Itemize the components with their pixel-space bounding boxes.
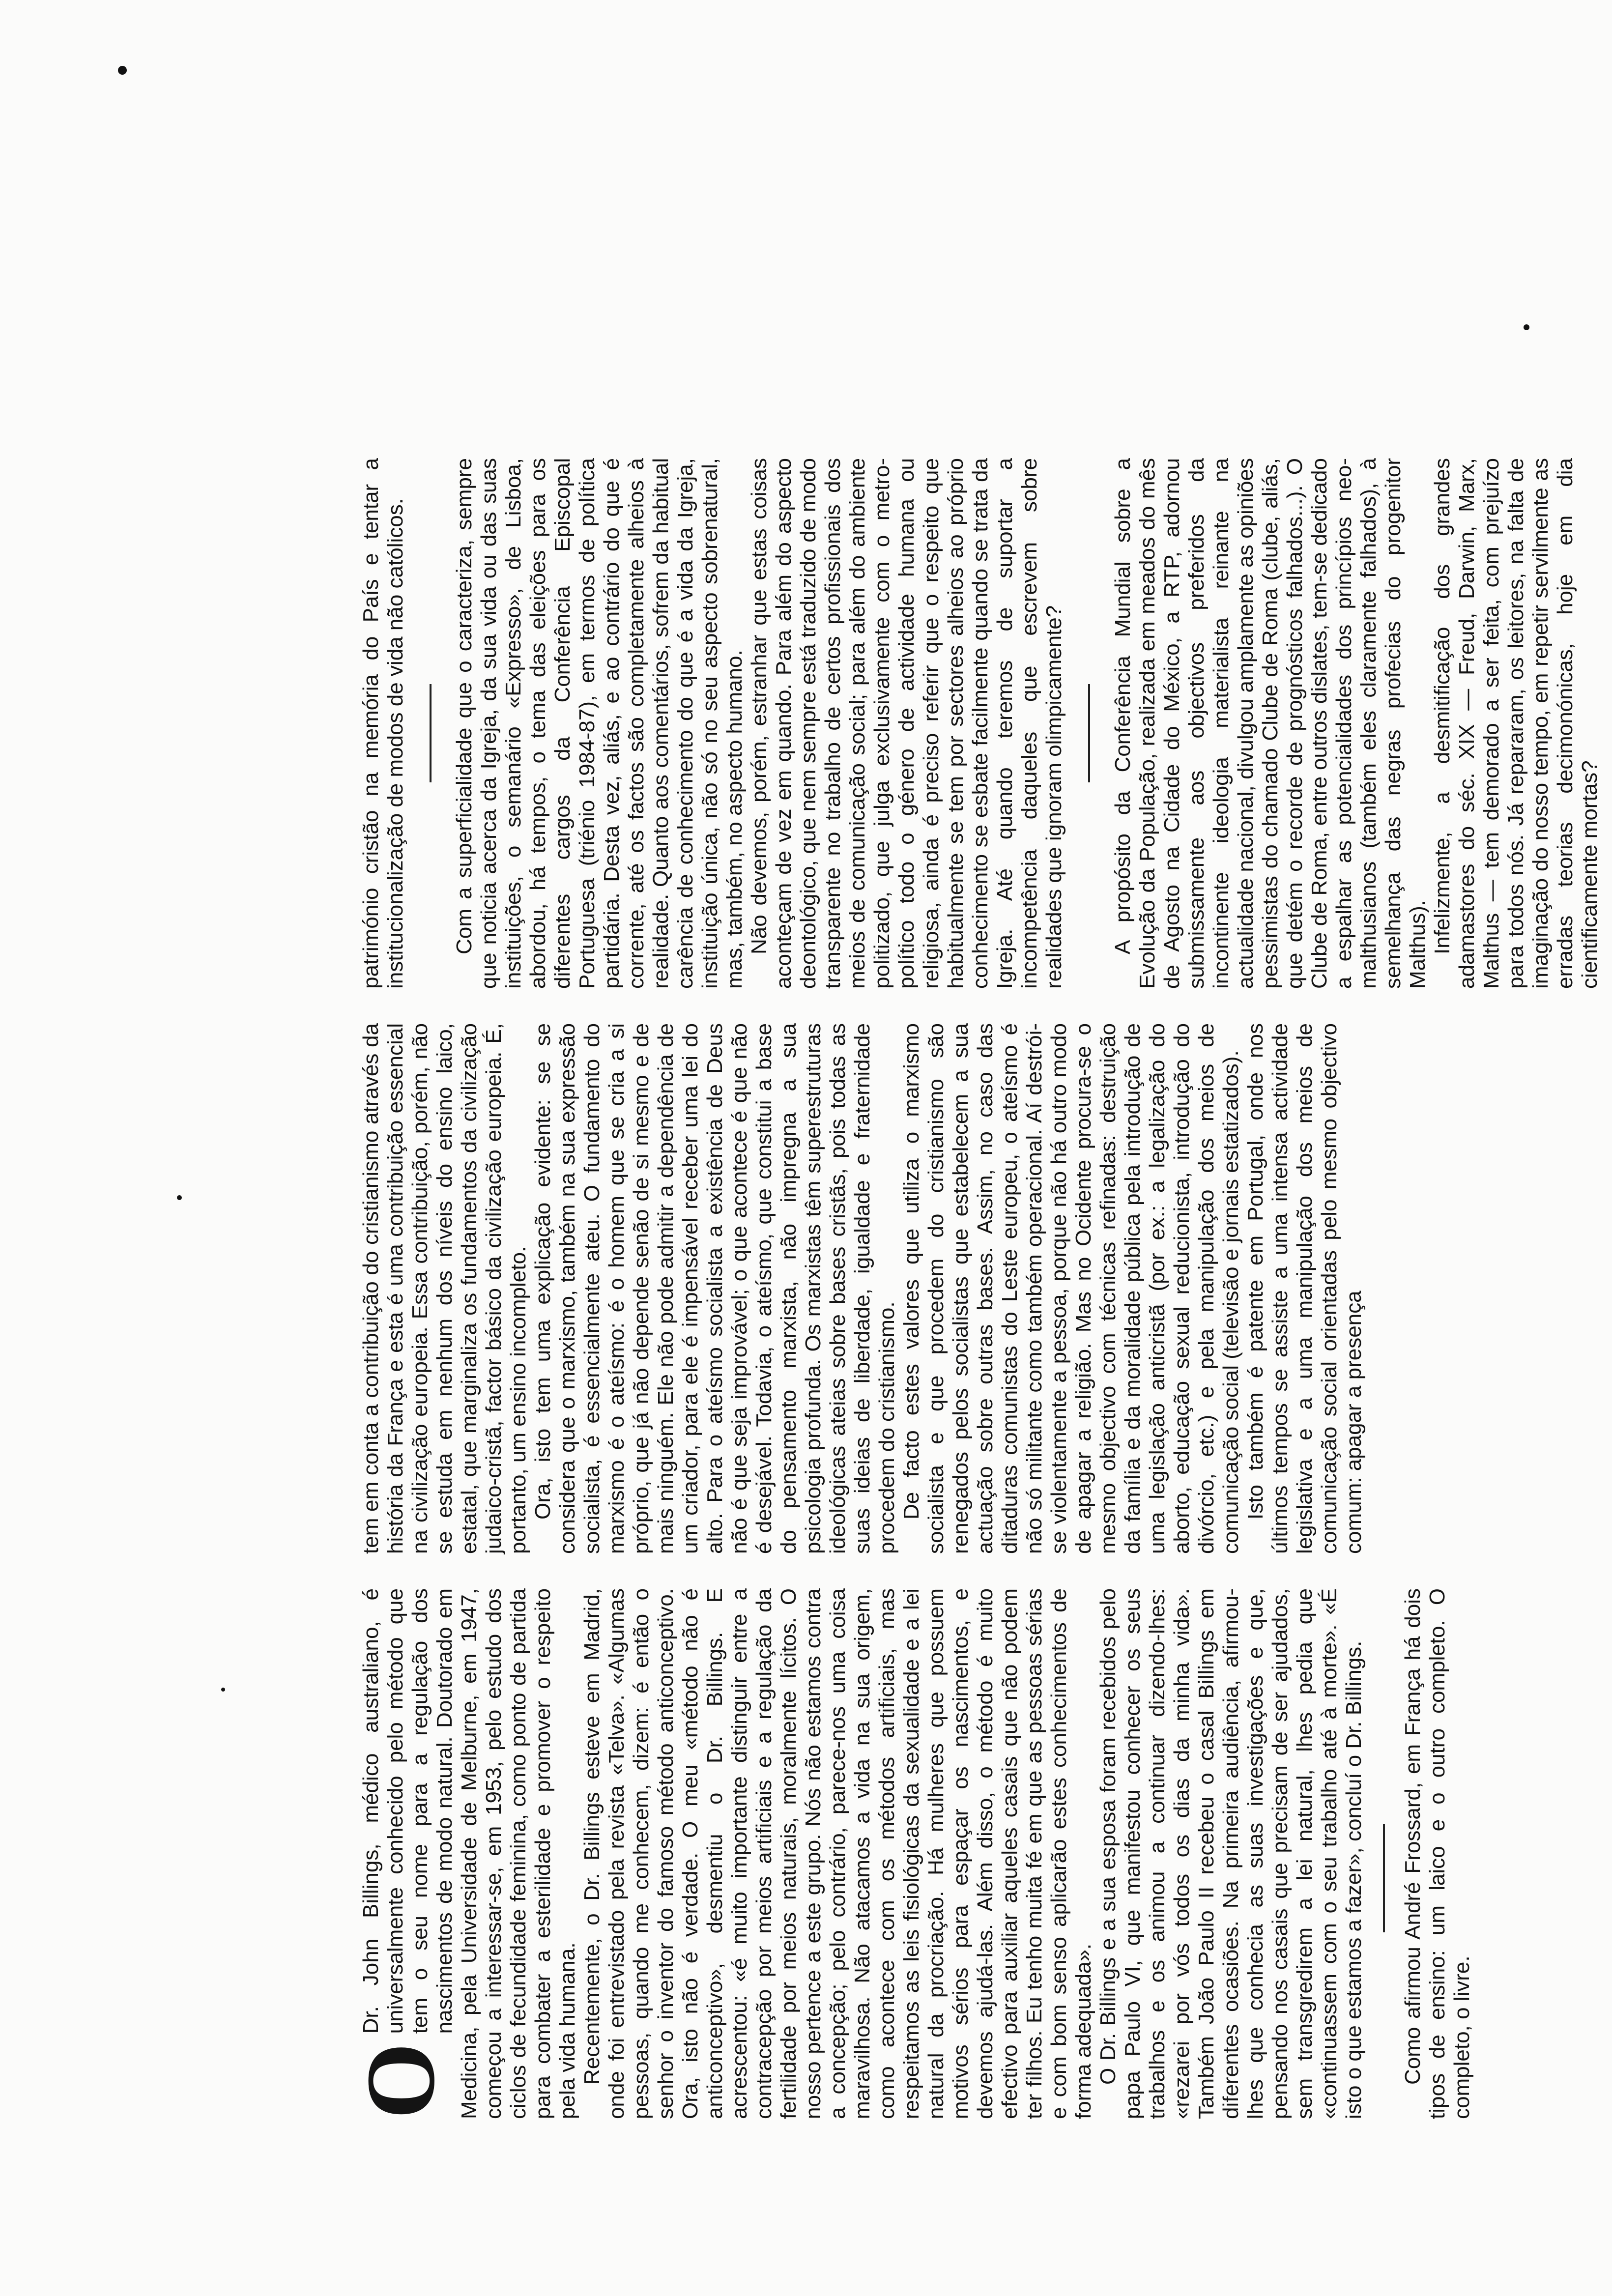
paragraph: Ora, isto tem uma explicação evidente: se se considera que o marxismo, também na sua expressão socialista, é essencialmente ateu. O fundamento do marxismo é o ateísmo: é o homem que se cria a si próprio, que já não depende senão de si mesmo e de mais ninguém. Ele não pode admitir a dependência de um criador, para ele é impensável receber uma lei do alto. Para o ateísmo socialista a existência de Deus não é que seja improvável; o que acontece é que não é desejável. Todavia, o ateísmo, que constitui a base do pensamento marxista, não impregna a sua psicologia profunda. Os marxistas têm superestruturas ideológicas ateias sobre bases cristãs, pois todas as suas ideias de liberdade, igualdade e fraternidade procedem do cristianismo. <box>531 1023 899 1554</box>
article-column-1 <box>346 1588 1474 2119</box>
separator-block <box>1066 458 1111 989</box>
separator-rule <box>1383 1824 1385 1932</box>
paragraph: A propósito da Conferência Mundial sobre a Evolução da População, realizada em meados do mês de Agosto na Cidade do México, a RTP, adornou submissamente aos objectivos preferidos da incontinente ideologia materialista reinante na actualidade nacional, divulgou amplamente as opiniões pessimistas do chamado Clube de Roma (clube, aliás, que detém o recorde de prognósticos falhados...). O Clube de Roma, entre outros dislates, tem-se dedicado a espalhar as potencialidades dos princípios neo-malthusianos (também eles claramente falhados), à semelhança das negras profecias do progenitor Malthus). <box>1111 458 1430 989</box>
paragraph: De facto estes valores que utiliza o marxismo socialista e que procedem do cristianismo são renegados pelos socialistas que estabelecem a sua actuação sobre outras bases. Assim, no caso das ditaduras comunistas do Leste europeu, o ateísmo é não só militante como também operacional. Aí destrói-se violentamente a pessoa, porque não há outro modo de apagar a religião. Mas no Ocidente procura-se o mesmo objectivo com técnicas refinadas: destruição da família e da moralidade pública pela introdução de uma legislação anticristã (por ex.: a legalização do aborto, educação sexual reducionista, introdução do divórcio, etc.) e pela manipulação dos meios de comunicação social (televisão e jornais estatizados). <box>899 1023 1243 1554</box>
paragraph: Como afirmou André Frossard, em França há dois tipos de ensino: um laico e o outro completo. O completo, o livre. <box>1401 1588 1474 2119</box>
article-column-2 <box>359 1023 1366 1554</box>
paragraph: património cristão na memória do País e tentar a institucionalização de modos de vida não católicos. <box>359 458 407 989</box>
paragraph: O Dr. Billings e a sua esposa foram recebidos pelo papa Paulo VI, que manifestou conhecer os seus trabalhos e os animou a continuar dizendo-lhes: «rezarei por vós todos os dias da minha vida». Também João Paulo II recebeu o casal Billings em diferentes ocasiões. Na primeira audiência, afirmou-lhes que conhecia as suas investigações e que, pensando nos casais que precisam de ser ajudados, sem transgredirem a lei natural, lhes pedia que «continuassem com o seu trabalho até à morte». «É isto o que estamos a fazer», concluí o Dr. Billings. <box>1096 1588 1366 2119</box>
separator-rule <box>430 684 432 782</box>
paragraph: tem em conta a contribuição do cristianismo através da história da França e esta é uma contribuição essencial na civilização europeia. Essa contribuição, porém, não se estuda em nenhum dos níveis do ensino laico, estatal, que marginaliza os fundamentos da civilização judaico-cristã, factor básico da civilização europeia. É, portanto, um ensino incompleto. <box>359 1023 530 1554</box>
article-column-3 <box>359 458 1602 989</box>
separator-block <box>408 458 452 989</box>
paragraph <box>346 1588 580 2119</box>
scan-speck <box>1524 324 1529 330</box>
paragraph: Não devemos, porém, estranhar que estas coisas aconteçam de vez em quando. Para além do aspecto deontológico, que nem sempre está traduzido de modo transparente no trabalho de certos profissionais dos meios de comunicação social; para além do ambiente politizado, que julga exclusivamente com o metro-político todo o género de actividade humana ou religiosa, ainda é preciso referir que o respeito que habitualmente se tem por sectores alheios ao próprio conhecimento se esbate facilmente quando se trata da Igreja. Até quando teremos de suportar a incompetência daqueles que escrevem sobre realidades que ignoram olimpicamente? <box>747 458 1066 989</box>
paragraph-text: Dr. John Billings, médico australiano, é universalmente conhecido pelo método que tem o seu nome para a regulação dos nascimentos de modo natural. Doutorado em Medicina, pela Universidade de Melburne, em 1947, começou a interessar-se, em 1953, pelo estudo dos ciclos de fecundidade feminina, como ponto de partida para combater a esterilidade e promover o respeito pela vida humana. <box>359 1588 579 2119</box>
scan-speck <box>177 1195 182 1200</box>
drop-cap: O <box>346 2042 455 2119</box>
paragraph: Infelizmente, a desmitificação dos grandes adamastores do séc. XIX — Freud, Darwin, Marx, Malthus — tem demorado a ser feita, com prejuízo para todos nós. Já repararam, os leitores, na falta de imaginação do nosso tempo, em repetir servilmente as erradas teorias decimonónicas, hoje em dia cientificamente mortas? <box>1430 458 1602 989</box>
paragraph: Recentemente, o Dr. Billings esteve em Madrid, onde foi entrevistado pela revista «Telva». «Algumas pessoas, quando me conhecem, dizem: é então o senhor o inventor do famoso método anticonceptivo. Ora, isto não é verdade. O meu «método não é anticonceptivo», desmentiu o Dr. Billings. E acrescentou: «é muito importante distinguir entre a contracepção por meios artificiais e a regulação da fertilidade por meios naturais, moralmente lícitos. O nosso pertence a este grupo. Nós não estamos contra a concepção; pelo contrário, parece-nos uma coisa maravilhosa. Não atacamos a vida na sua origem, como acontece com os métodos artificiais, mas respeitamos as leis fisiológicas da sexualidade e a lei natural da procriação. Há mulheres que possuem motivos sérios para espaçar os nascimentos, e devemos ajudá-las. Além disso, o método é muito efectivo para auxiliar aqueles casais que não podem ter filhos. Eu tenho muita fé em que as pessoas sérias e com bom senso aplicarão estes conhecimentos de forma adequada». <box>580 1588 1095 2119</box>
paragraph: Isto também é patente em Portugal, onde nos últimos tempos se assiste a uma intensa actividade legislativa e a uma manipulação dos meios de comunicação social orientadas pelo mesmo objectivo comum: apagar a presença <box>1243 1023 1366 1554</box>
paragraph: Com a superficialidade que o caracteriza, sempre que noticia acerca da Igreja, da sua vida ou das suas instituições, o semanário «Expresso», de Lisboa, abordou, há tempos, o tema das eleições para os diferentes cargos da Conferência Episcopal Portuguesa (triénio 1984-87), em termos de política partidária. Desta vez, aliás, e ao contrário do que é corrente, até os factos são completamente alheios à realidade. Quanto aos comentários, sofrem da habitual carência de conhecimento do que é a vida da Igreja, instituição única, não só no seu aspecto sobrenatural, mas, também, no aspecto humano. <box>452 458 747 989</box>
separator-block <box>1366 1588 1401 2119</box>
scan-speck <box>221 1688 225 1692</box>
scan-speck <box>118 66 127 75</box>
separator-rule <box>1088 684 1090 782</box>
